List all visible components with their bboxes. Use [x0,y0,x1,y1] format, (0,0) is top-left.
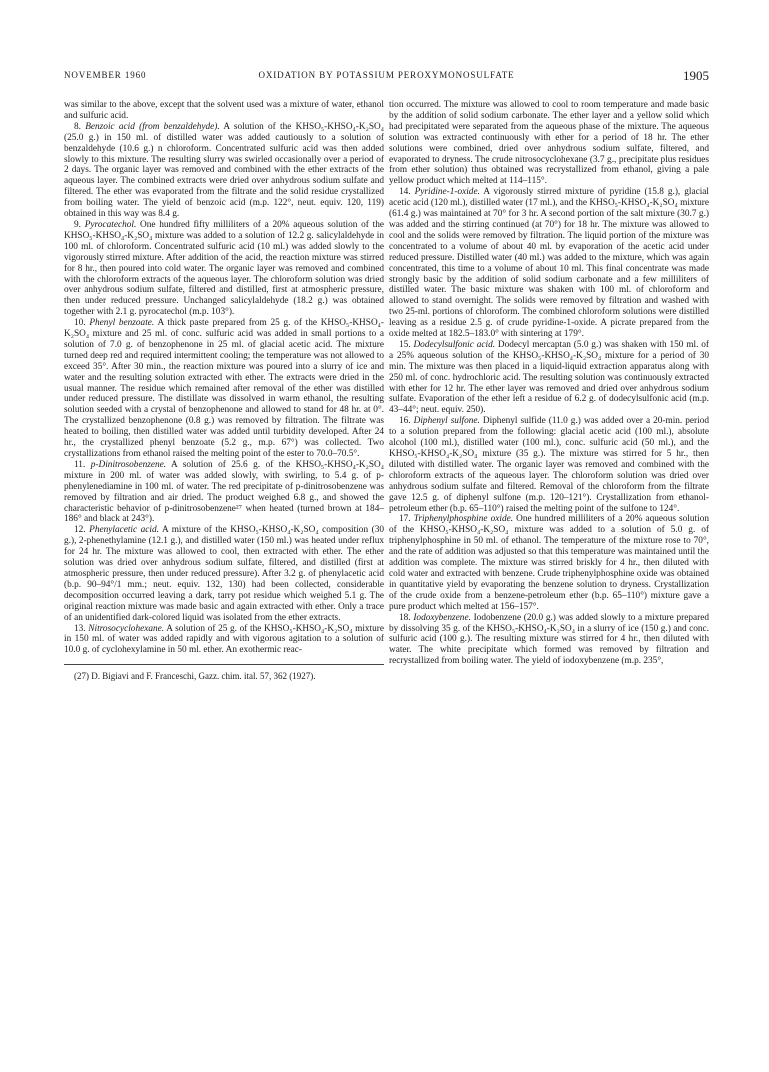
procedure-number: 18. [399,612,411,623]
page-number: 1905 [683,68,709,83]
procedure-8 [64,122,384,220]
procedure-number: 17. [399,514,411,525]
procedure-14 [389,187,709,340]
procedure-title: Nitrosocyclohexane. [88,623,165,634]
procedure-number: 14. [399,187,411,198]
continued-paragraph: was similar to the above, except that the solvent used was a mixture of water, ethanol and sulfuric acid. [64,100,384,121]
issue-date: NOVEMBER 1960 [64,70,147,80]
procedure-16 [389,416,709,514]
procedure-title: p-Dinitrosobenzene. [90,459,167,470]
procedure-9 [64,220,384,318]
procedure-number: 9. [74,219,81,230]
procedure-text: A vigorously stirred mixture of pyridine (15.8 g.), glacial acetic acid (120 ml.), distilled water (17 ml.), and the KHSO₅-KHSO₄-K₂SO₄ mixture (61.4 g.) was maintained at 70° for 3 hr. A second portion of the salt mixture (30.7 g.) was added and the stirring continued (at 70°) for 18 hr. The mixture was allowed to cool and the solids were removed by filtration. The liquid portion of the mixture was concentrated to a volume of about 40 ml. by evaporation of the acetic acid under reduced pressure. Distilled water (40 ml.) was added to the mixture, which was again concentrated, this time to a volume of about 10 ml. This final concentrate was made strongly basic by the addition of solid sodium carbonate and a few milliliters of distilled water. The basic mixture was shaken with 100 ml. of chloroform and allowed to stand overnight. The solids were removed by filtration and washed with two 25-ml. portions of chloroform. The combined chloroform solutions were distilled leaving as a residue 2.5 g. of crude pyridine-1-oxide. A picrate prepared from the oxide melted at 182.5–183.0° with sintering at 179°. [389,187,709,340]
procedure-title: Iodoxybenzene. [413,612,471,623]
procedure-title: Triphenylphosphine oxide. [413,514,514,525]
procedure-number: 12. [74,525,86,536]
procedure-title: Benzoic acid (from benzaldehyde). [85,121,220,132]
procedure-text: A thick paste prepared from 25 g. of the KHSO₅-KHSO₄-K₂SO₄ mixture and 25 ml. of conc. sulfuric acid was added in small portions to a solution of 7.0 g. of benzophenone in 25 ml. of glacial acetic acid. The mixture turned deep red and required intermittent cooling; the temperature was not allowed to exceed 35°. After 30 min., the reaction mixture was poured into a slurry of ice and water and the resulting solution extracted with ether. The extracts were dried in the usual manner. The residue which remained after removal of the ether was distilled under reduced pressure. The distillate was dissolved in warm ethanol, the resulting solution seeded with a crystal of benzophenone and allowed to stand for 48 hr. at 0°. The crystallized benzophenone (0.8 g.) was removed by filtration. The filtrate was heated to boiling, then distilled water was added until turbidity developed. After 24 hr., the crystallized phenyl benzoate (5.2 g., m.p. 67°) was collected. Two crystallizations from ethanol raised the melting point of the ester to 70.0–70.5°. [64,318,384,459]
footnote: (27) D. Bigiavi and F. Franceschi, Gazz. chim. ital. 57, 362 (1927). [74,671,316,682]
running-head [64,70,709,84]
procedure-text: A mixture of the KHSO₅-KHSO₄-K₂SO₄ composition (30 g.), 2-phenethylamine (12.1 g.), and distilled water (150 ml.) was heated under reflux for 24 hr. The mixture was allowed to cool, then extracted with ether. The ether solution was dried over anhydrous sodium sulfate, filtered, and distilled (first at atmospheric pressure, then under reduced pressure). After 3.2 g. of phenylacetic acid (b.p. 90–94°/1 mm.; neut. equiv. 132, 130) had been collected, considerable decomposition occurred leaving a dark, tarry pot residue which weighed 5.1 g. The original reaction mixture was made basic and again extracted with ether. Only a trace of an unidentified dark-colored liquid was isolated from the ether extracts. [64,525,385,623]
left-column [64,100,384,682]
running-title: OXIDATION BY POTASSIUM PEROXYMONOSULFATE [258,70,515,80]
procedure-title: Phenyl benzoate. [89,318,155,329]
procedure-title: Diphenyl sulfone. [413,416,480,427]
procedure-text: Diphenyl sulfide (11.0 g.) was added over a 20-min. period to a solution prepared from the following: glacial acetic acid (100 ml.), absolute alcohol (100 ml.), distilled water (100 ml.), conc. sulfuric acid (50 ml.), and the KHSO₅-KHSO₄-K₂SO₄ mixture (35 g.). The mixture was stirred for 5 hr., then diluted with distilled water. The organic layer was removed and combined with the chloroform extracts of the aqueous layer. The chloroform solution was dried over anhydrous sodium sulfate and filtered. Removal of the chloroform from the filtrate gave 12.5 g. of diphenyl sulfone (m.p. 120–121°). Crystallization from ethanol-petroleum ether (b.p. 65–110°) raised the melting point of the sulfone to 124°. [389,416,709,514]
procedure-text: Dodecyl mercaptan (5.0 g.) was shaken with 150 ml. of a 25% aqueous solution of the KHSO₅-KHSO₄-K₂SO₄ mixture for a period of 30 min. The mixture was then placed in a liquid-liquid extraction apparatus along with 250 ml. of conc. hydrochloric acid. The resulting solution was continuously extracted with ether for 12 hr. The ether layer was removed and dried over anhydrous sodium sulfate. Evaporation of the ether left a residue of 6.2 g. of dodecylsulfonic acid (m.p. 43–44°; neut. equiv. 250). [389,339,709,416]
footnote-divider [64,664,384,665]
procedure-title: Dodecylsulfonic acid. [413,339,496,350]
procedure-number: 8. [74,121,81,132]
procedure-number: 11. [74,459,86,470]
right-column [389,100,709,667]
procedure-10 [64,318,384,460]
procedure-11 [64,460,384,525]
procedure-text: A solution of 25.6 g. of the KHSO₅-KHSO₄-K₂SO₄ mixture in 200 ml. of water was added slowly, with swirling, to 5.4 g. of p-phenylenediamine in 100 ml. of water. The red precipitate of p-dinitrosobenzene was removed by filtration and air dried. The product weighed 6.8 g., and showed the characteristic behavior of p-dinitrosobenzene²⁷ when heated (turned brown at 184–186° and black at 243°). [64,459,384,525]
procedure-title: Phenylacetic acid. [89,525,159,536]
procedure-text: A solution of the KHSO₅-KHSO₄-K₂SO₄ (25.0 g.) in 150 ml. of distilled water was added cautiously to a solution of benzaldehyde (10.6 g.) n chloroform. Concentrated sulfuric acid was then added slowly to this mixture. The resulting slurry was swirled occasionally over a period of 2 days. The organic layer was removed and combined with the ether extracts of the aqueous layer. The combined extracts were dried over anhydrous sodium sulfate and filtered. The ether was evaporated from the filtrate and the solid residue crystallized from boiling water. The yield of benzoic acid (m.p. 122°, neut. equiv. 120, 119) obtained in this way was 8.4 g. [64,121,384,220]
procedure-number: 16. [399,416,411,427]
procedure-text: One hundred milliliters of a 20% aqueous solution of the KHSO₅-KHSO₄-K₂SO₄ mixture was added to a solution of 5.0 g. of triphenylphosphine in 50 ml. of ethanol. The temperature of the mixture rose to 70°, and the rate of addition was adjusted so that this temperature was maintained until the addition was complete. The mixture was stirred briskly for 4 hr., then diluted with cold water and extracted with benzene. Crude triphenylphosphine oxide was obtained in quantitative yield by evaporating the benzene solution to dryness. Crystallization of the crude oxide from a benzene-petroleum ether (b.p. 65–110°) mixture gave a pure product which melted at 156–157°. [389,514,709,612]
procedure-number: 15. [399,339,411,350]
procedure-text: Iodobenzene (20.0 g.) was added slowly to a mixture prepared by dissolving 35 g. of the KHSO₅-KHSO₄-K₂SO₄ in a slurry of ice (150 g.) and conc. sulfuric acid (100 g.). The resulting mixture was stirred for 4 hr., then diluted with water. The white precipitate which formed was removed by filtration and recrystallized from boiling water. The yield of iodoxybenzene (m.p. 235°, [389,612,709,667]
procedure-13 [64,624,384,657]
procedure-number: 10. [74,318,86,329]
procedure-text: One hundred fifty milliliters of a 20% aqueous solution of the KHSO₅-KHSO₄-K₂SO₄ mixture was added to a solution of 12.2 g. salicylaldehyde in 100 ml. of chloroform. Concentrated sulfuric acid (10 ml.) was added slowly to the vigorously stirred mixture. After addition of the acid, the reaction mixture was stirred for 8 hr., then poured into cold water. The organic layer was removed and combined with the chloroform extracts of the aqueous layer. The chloroform solution was dried over anhydrous sodium sulfate, filtered and distilled, first at atmospheric pressure, then under reduced pressure. Unchanged salicylaldehyde (18.2 g.) was obtained together with 2.1 g. pyrocatechol (m.p. 103°). [64,219,384,318]
procedure-18 [389,613,709,668]
procedure-15 [389,340,709,416]
continued-paragraph: tion occurred. The mixture was allowed to cool to room temperature and made basic by the addition of solid sodium carbonate. The ether layer and a yellow solid which had precipitated were separated from the aqueous phase of the mixture. The aqueous solution was extracted continuously with ether for a period of 18 hr. The ether solutions were combined, dried over anhydrous sodium sulfate, filtered, and evaporated to dryness. The crude nitrosocyclohexane (3.7 g., precipitate plus residues from ether solution) thus obtained was recrystallized from ethanol, giving a pale yellow product which melted at 114–115°. [389,100,709,187]
procedure-number: 13. [74,623,86,634]
procedure-text: A solution of 25 g. of the KHSO₅-KHSO₄-K₂SO₄ mixture in 150 ml. of water was added rapidly and with vigorous agitation to a solution of 10.0 g. of cyclohexylamine in 50 ml. ether. An exothermic reac- [64,623,384,656]
procedure-12 [64,525,384,623]
procedure-17 [389,514,709,612]
procedure-title: Pyridine-1-oxide. [414,187,480,198]
procedure-title: Pyrocatechol. [84,219,137,230]
